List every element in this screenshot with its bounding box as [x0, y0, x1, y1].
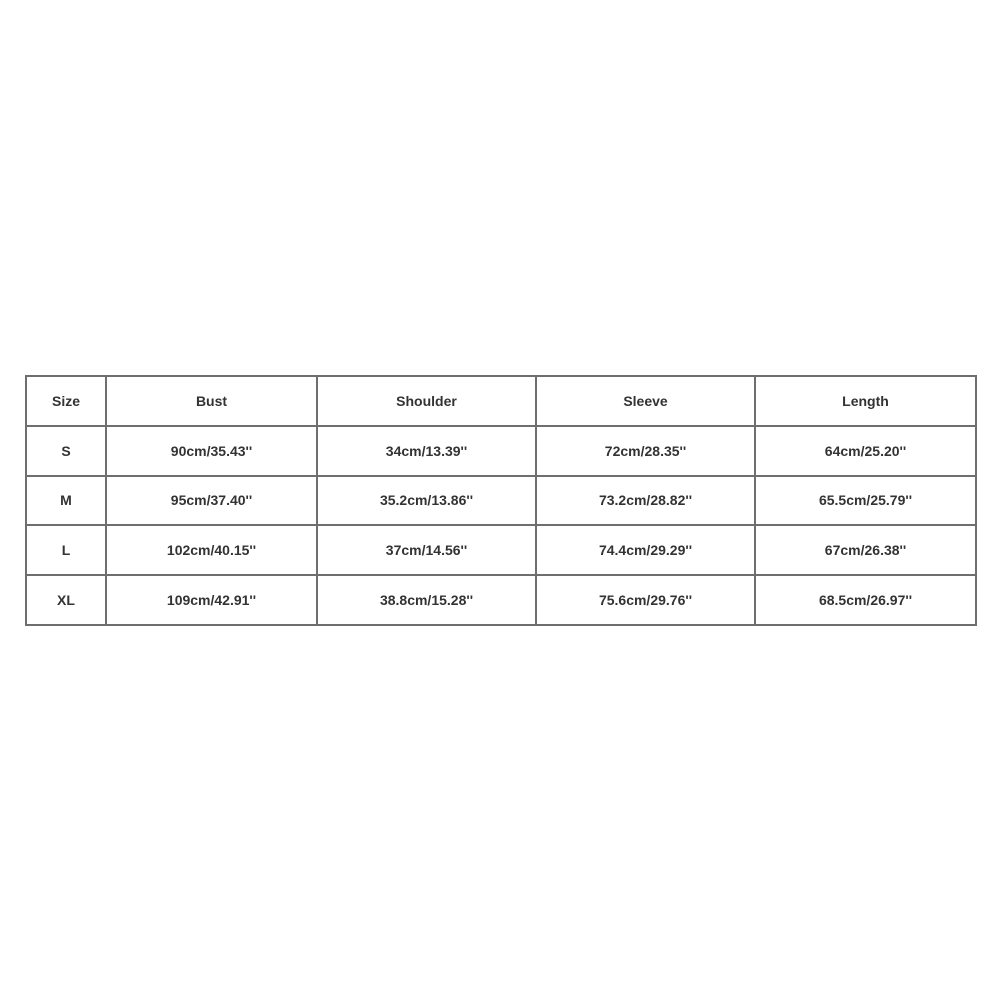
- length-cell: 64cm/25.20'': [755, 426, 976, 476]
- length-cell: 65.5cm/25.79'': [755, 476, 976, 526]
- table-row: [26, 426, 976, 476]
- table-row: [26, 575, 976, 625]
- sleeve-cell: 72cm/28.35'': [536, 426, 755, 476]
- size-cell: L: [26, 525, 106, 575]
- table-row: [26, 525, 976, 575]
- size-cell: XL: [26, 575, 106, 625]
- bust-cell: 95cm/37.40'': [106, 476, 317, 526]
- length-cell: 68.5cm/26.97'': [755, 575, 976, 625]
- header-size: Size: [26, 376, 106, 426]
- bust-cell: 109cm/42.91'': [106, 575, 317, 625]
- header-sleeve: Sleeve: [536, 376, 755, 426]
- shoulder-cell: 35.2cm/13.86'': [317, 476, 536, 526]
- header-bust: Bust: [106, 376, 317, 426]
- shoulder-cell: 37cm/14.56'': [317, 525, 536, 575]
- shoulder-cell: 38.8cm/15.28'': [317, 575, 536, 625]
- bust-cell: 90cm/35.43'': [106, 426, 317, 476]
- header-shoulder: Shoulder: [317, 376, 536, 426]
- sleeve-cell: 75.6cm/29.76'': [536, 575, 755, 625]
- shoulder-cell: 34cm/13.39'': [317, 426, 536, 476]
- size-cell: M: [26, 476, 106, 526]
- sleeve-cell: 73.2cm/28.82'': [536, 476, 755, 526]
- sleeve-cell: 74.4cm/29.29'': [536, 525, 755, 575]
- size-chart-table: [25, 375, 977, 626]
- size-cell: S: [26, 426, 106, 476]
- header-row: [26, 376, 976, 426]
- length-cell: 67cm/26.38'': [755, 525, 976, 575]
- table-row: [26, 476, 976, 526]
- header-length: Length: [755, 376, 976, 426]
- bust-cell: 102cm/40.15'': [106, 525, 317, 575]
